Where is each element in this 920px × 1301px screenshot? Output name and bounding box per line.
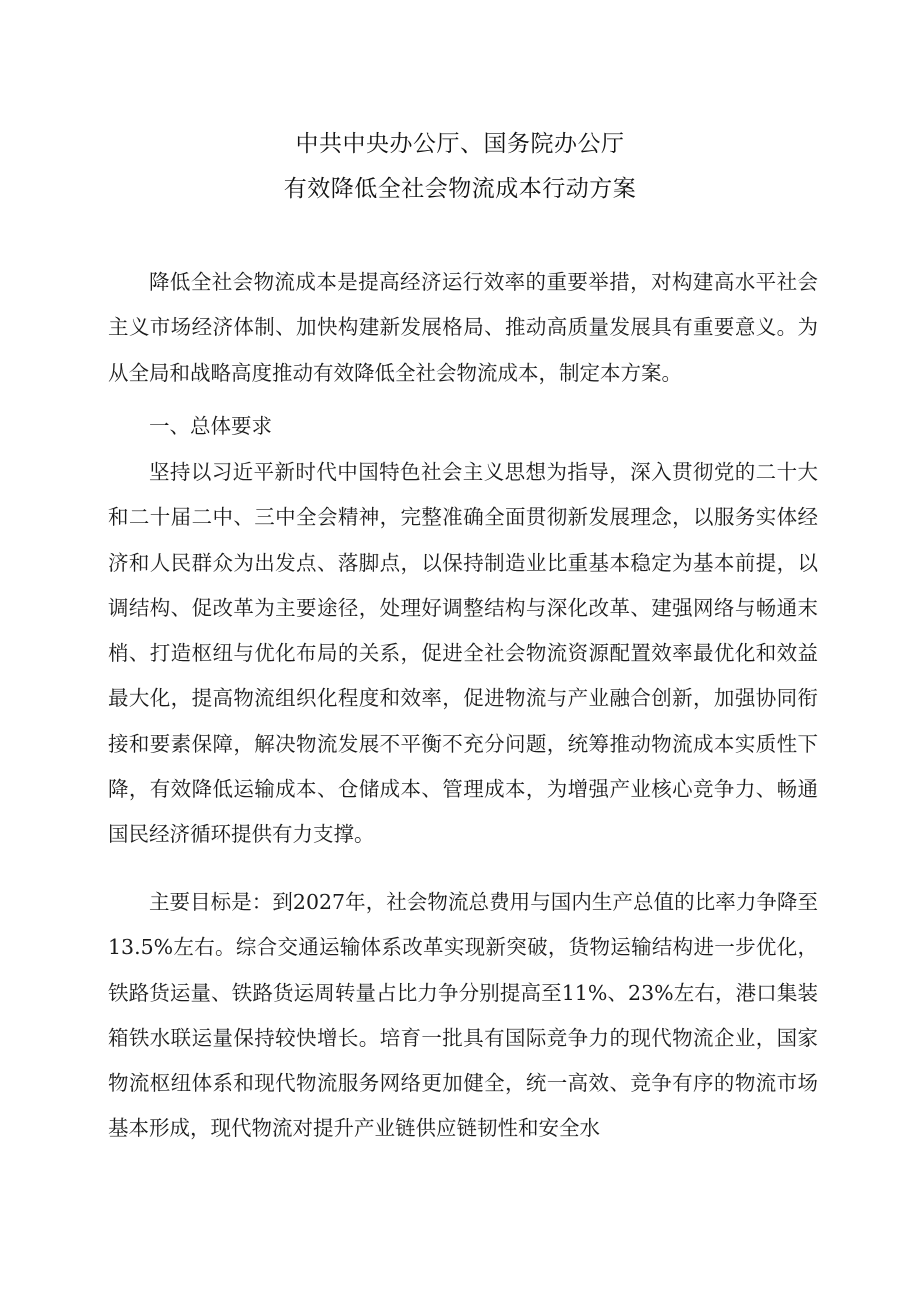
main-goals-paragraph: 主要目标是：到2027年，社会物流总费用与国内生产总值的比率力争降至13.5%左右。综合交通运输体系改革实现新突破，货物运输结构进一步优化，铁路货运量、铁路货运周转量占比力争分别提高至11%、23%左右，港口集装箱铁水联运量保持较快增长。培育一批具有国际竞争力的现代物流企业，国家物流枢纽体系和现代物流服务网络更加健全，统一高效、竞争有序的物流市场基本形成，现代物流对提升产业链供应链韧性和安全水 xyxy=(108,890,818,1141)
document-title-line-1: 中共中央办公厅、国务院办公厅 xyxy=(295,131,625,157)
guideline-paragraph-block xyxy=(108,450,818,858)
section-heading-block xyxy=(108,404,818,449)
intro-paragraph-block xyxy=(108,260,818,396)
section-heading-general-requirements: 一、总体要求 xyxy=(149,414,272,438)
document-title-line-2: 有效降低全社会物流成本行动方案 xyxy=(283,176,637,202)
intro-paragraph: 降低全社会物流成本是提高经济运行效率的重要举措，对构建高水平社会主义市场经济体制、加快构建新发展格局、推动高质量发展具有重要意义。为从全局和战略高度推动有效降低全社会物流成本，制定本方案。 xyxy=(108,270,818,385)
guideline-paragraph: 坚持以习近平新时代中国特色社会主义思想为指导，深入贯彻党的二十大和二十届二中、三中全会精神，完整准确全面贯彻新发展理念，以服务实体经济和人民群众为出发点、落脚点，以保持制造业比重基本稳定为基本前提，以调结构、促改革为主要途径，处理好调整结构与深化改革、建强网络与畅通末梢、打造枢纽与优化布局的关系，促进全社会物流资源配置效率最优化和效益最大化，提高物流组织化程度和效率，促进物流与产业融合创新，加强协同衔接和要素保障，解决物流发展不平衡不充分问题，统筹推动物流成本实质性下降，有效降低运输成本、仓储成本、管理成本，为增强产业核心竞争力、畅通国民经济循环提供有力支撑。 xyxy=(108,460,818,847)
goals-paragraph-block xyxy=(108,880,818,1152)
